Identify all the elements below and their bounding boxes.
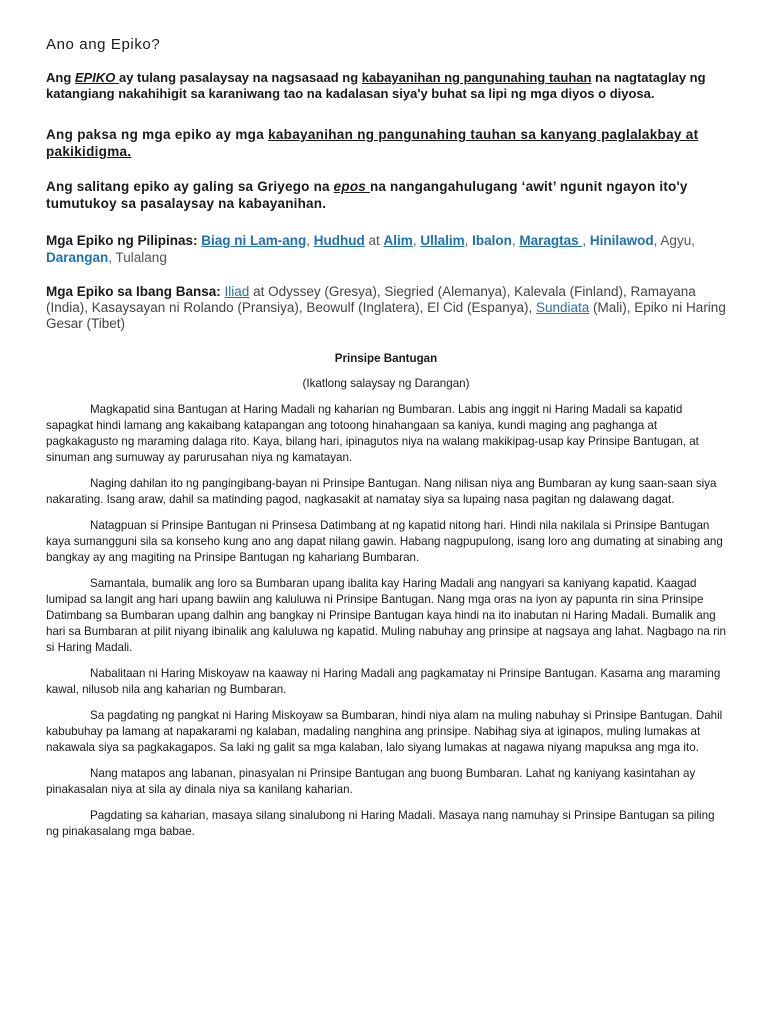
topic-paragraph (46, 126, 726, 160)
foreign-epics-mid: at Odyssey (Gresya), Siegried (Alemanya), Kalevala (Finland), Ramayana (India), Kasaysayan ni Rolando (Pransiya), Beowulf (Inglatera), El Cid (Espanya), (46, 284, 696, 315)
topic-underlined: kabayanihan ng pangunahing tauhan sa kanyang paglalakbay at pakikidigma. (46, 127, 699, 159)
epic-link[interactable]: Maragtas (519, 233, 583, 248)
list-separator: , Tulalang (108, 250, 167, 265)
story-paragraph: Nabalitaan ni Haring Miskoyaw na kaaway ni Haring Madali ang pagkamatay ni Prinsipe Bantugan. Kasama ang maraming kawal, nilusob nila ang kaharian ng Bumbaran. (46, 667, 721, 696)
story-subtitle: (Ikatlong salaysay ng Darangan) (302, 377, 470, 390)
story-paragraph: Natagpuan si Prinsipe Bantugan ni Prinsesa Datimbang at ng kapatid nitong hari. Hindi nila nakilala si Prinsipe Bantugan kaya sumangguni sila sa konseho kung ano ang dapat nilang gawin. Habang nagpupulong, isang loro ang dumating at sinabing ang bangkay ay ang magiting na Prinsipe Bantugan ng kahariang Bumbaran. (46, 519, 723, 564)
list-separator: , (412, 233, 421, 248)
definition-post: na nagtataglay ng katangiang nakahihigit sa karaniwang tao na kadalasan siya'y buhat sa lipi ng mga diyos o diyosa. (46, 70, 706, 101)
iliad-link[interactable]: Iliad (224, 284, 250, 299)
epic-name: Hinilawod (589, 233, 654, 248)
page-heading: Ano ang Epiko? (46, 36, 161, 53)
definition-mid: ay tulang pasalaysay na nagsasaad ng (118, 70, 362, 85)
list-separator: , (582, 233, 590, 248)
definition-pre: Ang (46, 70, 75, 85)
epic-name: Ibalon (472, 233, 512, 248)
foreign-epics-label: Mga Epiko sa Ibang Bansa: (46, 284, 225, 299)
epos-term: epos (333, 179, 370, 194)
etymology-pre: Ang salitang epiko ay galing sa Griyego na (46, 179, 334, 194)
story-paragraph: Sa pagdating ng pangkat ni Haring Miskoyaw sa Bumbaran, hindi niya alam na muling nabuhay si Prinsipe Bantugan. Dahil kabubuhay pa lamang at napakarami ng kalaban, madaling nanghina ang prinsipe. Nabihag siya at iginapos, muling lumakas at nakawala siya sa pagkakagapos. Sa laki ng galit sa mga kalaban, lalo siyang lumakas at nagawa niyang mapuksa ang mga ito. (46, 709, 723, 754)
story-paragraph: Naging dahilan ito ng pangingibang-bayan ni Prinsipe Bantugan. Nang nilisan niya ang Bumbaran ay kung saan-saan siya nakarating. Isang araw, dahil sa matinding pagod, nagkasakit at namatay siya sa lupaing nasa pagitan ng dalawang dagat. (46, 477, 717, 506)
etymology-paragraph (46, 178, 746, 212)
story-paragraph: Nang matapos ang labanan, pinasyalan ni Prinsipe Bantugan ang buong Bumbaran. Lahat ng kaniyang kasintahan ay pinakasalan niya at sila ay dinala niya sa kanilang kaharian. (46, 767, 696, 796)
epic-name: Darangan (46, 250, 109, 265)
philippine-epics-list (46, 232, 726, 266)
list-separator: , Agyu, (653, 233, 695, 248)
story-paragraph: Samantala, bumalik ang loro sa Bumbaran upang ibalita kay Haring Madali ang nangyari sa kaniyang kapatid. Kaagad lumipad sa langit ang hari upang bawiin ang kaluluwa ni Prinsipe Bantugan. Nang mga oras na iyon ay papunta rin sina Prinsipe Datimbang sa Bumbaran upang dalhin ang bangkay ni Prinsipe Bantugan kaya hindi na ito inabutan ni Haring Madali. Bumalik ang hari sa Bumbaran at pilit niyang ibinalik ang kaluluwa ng kapatid. Muling nabuhay ang prinsipe at nagsaya ang lahat. Nagbago na rin si Haring Madali. (46, 577, 726, 654)
kabayanihan-link: kabayanihan ng pangunahing tauhan (361, 70, 592, 85)
etymology-post: na nangangahulugang ‘awit’ ngunit ngayon ito'y tumutukoy sa pasalaysay na kabayanihan. (46, 179, 688, 211)
sundiata-link[interactable]: Sundiata (535, 300, 590, 315)
philippine-epics-label: Mga Epiko ng Pilipinas: (46, 233, 202, 248)
list-separator: , (464, 233, 473, 248)
foreign-epics-post: (Mali), Epiko ni Haring Gesar (Tibet) (46, 300, 726, 331)
foreign-epics-list (46, 284, 736, 332)
story-title: Prinsipe Bantugan (334, 352, 438, 365)
epiko-term: EPIKO (74, 70, 119, 85)
story-paragraph: Pagdating sa kaharian, masaya silang sinalubong ni Haring Madali. Masaya nang namuhay si Prinsipe Bantugan sa piling ng pinakasalang mga babae. (46, 809, 715, 838)
list-separator: at (364, 233, 384, 248)
epic-link[interactable]: Alim (383, 233, 413, 248)
story-paragraph: Magkapatid sina Bantugan at Haring Madali ng kaharian ng Bumbaran. Labis ang inggit ni Haring Madali sa kapatid sapagkat hindi lamang ang kakaibang katapangan ang totoong hinahangaan sa kaniya, kundi maging ang paghanga at pagkakagusto ng maraming dalaga rito. Kaya, bilang hari, ipinagutos niya na walang makikipag-usap kay Prinsipe Bantugan, at sinuman ang sumuway ay parurusahan niya ng kamatayan. (46, 403, 699, 464)
definition-paragraph (46, 70, 726, 102)
epic-link[interactable]: Biag ni Lam-ang (201, 233, 307, 248)
epic-link[interactable]: Ullalim (420, 233, 465, 248)
topic-pre: Ang paksa ng mga epiko ay mga (46, 127, 269, 142)
list-separator: , (306, 233, 314, 248)
epic-link[interactable]: Hudhud (313, 233, 365, 248)
story-section (46, 350, 726, 850)
list-separator: , (511, 233, 520, 248)
